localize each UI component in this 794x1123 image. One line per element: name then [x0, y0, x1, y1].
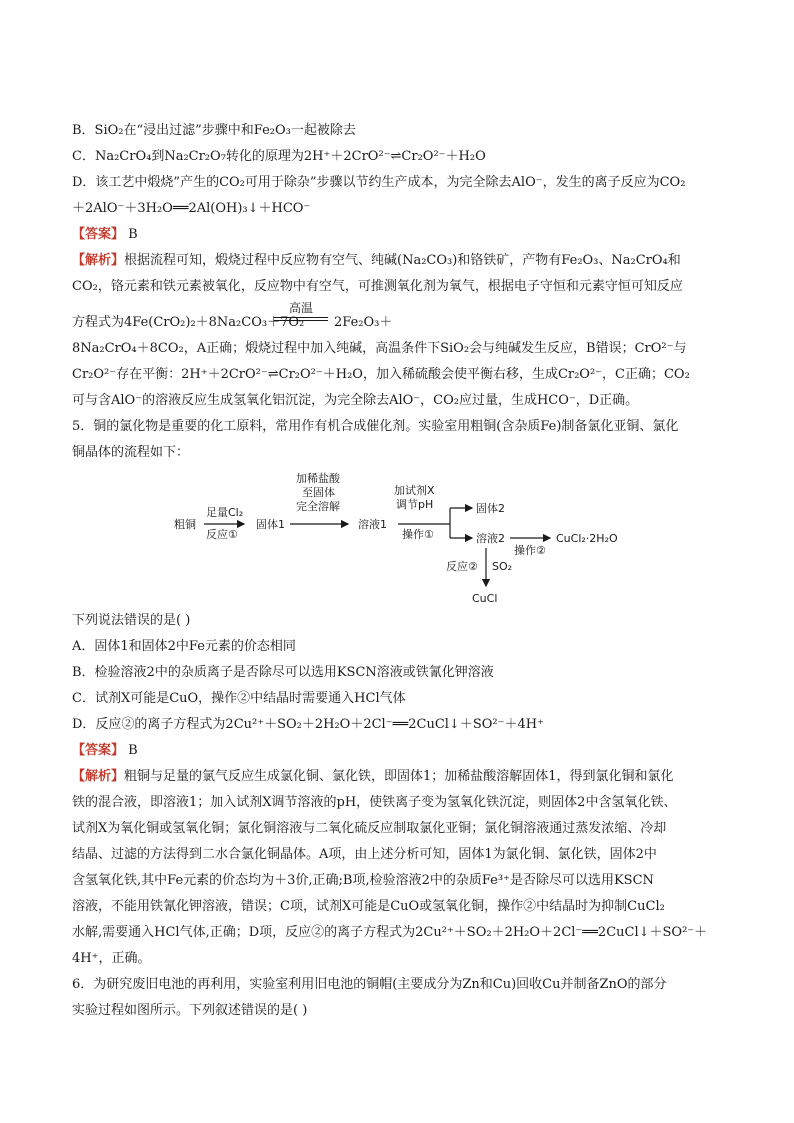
flow-r2: 反应② — [446, 560, 478, 573]
answer-label: 【答案】 — [72, 227, 125, 242]
q5-question: 下列说法错误的是( ) — [72, 613, 191, 628]
q5-option-b: B．检验溶液2中的杂质离子是否除尽可以选用KSCN溶液或铁氰化钾溶液 — [72, 665, 494, 680]
q4-option-b: B．SiO₂在“浸出过滤”步骤中和Fe₂O₃一起被除去 — [72, 123, 356, 138]
q5-answer-line — [72, 738, 727, 764]
document-page — [72, 118, 727, 1024]
flow-step3-l2: 调节pH — [396, 498, 434, 511]
flow-sol1: 溶液1 — [358, 518, 387, 531]
flow-cucl: CuCl — [472, 592, 498, 605]
q4-equation-line — [72, 300, 727, 336]
flow-step2-l2: 至固体 — [302, 486, 335, 499]
q4-analysis-line5: Cr₂O²⁻存在平衡：2H⁺＋2CrO²⁻⇌Cr₂O²⁻＋H₂O，加入稀硫酸会使平衡右移，生成Cr₂O²⁻，C正确；CO₂ — [72, 367, 690, 382]
equation-left: 方程式为4Fe(CrO₂)₂＋8Na₂CO₃＋7O₂ — [72, 315, 305, 330]
q5-analysis-line8: 4H⁺，正确。 — [72, 951, 151, 966]
flow-start: 粗铜 — [174, 518, 196, 531]
q5-option-c: C．试剂X可能是CuO，操作②中结晶时需要通入HCl气体 — [72, 691, 406, 706]
flow-op1: 操作① — [402, 528, 434, 541]
q5-stem-line2: 铜晶体的流程如下： — [72, 445, 190, 460]
q4-analysis-line2: CO₂，铬元素和铁元素被氧化，反应物中有空气，可推测氧化剂为氧气，根据电子守恒和元素守恒可知反应 — [72, 279, 683, 294]
answer-value: B — [128, 743, 138, 758]
flow-solid2: 固体2 — [476, 502, 505, 515]
analysis-label: 【解析】 — [72, 769, 125, 784]
q4-answer-line — [72, 222, 727, 248]
flow-so2: SO₂ — [492, 560, 513, 573]
q4-option-d-line2: ＋2AlO⁻＋3H₂O══2Al(OH)₃↓＋HCO⁻ — [72, 201, 311, 216]
flow-op2: 操作② — [514, 544, 546, 557]
q5-analysis-line3: 试剂X为氧化铜或氢氧化铜；氯化铜溶液与二氧化硫反应制取氯化亚铜；氯化铜溶液通过蒸发浓缩、冷却 — [72, 821, 667, 836]
analysis-label: 【解析】 — [72, 253, 125, 268]
q5-analysis-line4: 结晶、过滤的方法得到二水合氯化铜晶体。A项，由上述分析可知，固体1为氯化铜、氯化铁，固体2中 — [72, 847, 657, 862]
answer-value: B — [128, 227, 138, 242]
answer-label: 【答案】 — [72, 743, 125, 758]
flow-solid1: 固体1 — [256, 518, 285, 531]
reaction-condition-arrow — [274, 300, 328, 330]
q4-analysis-line1 — [72, 248, 727, 274]
equation-right: 2Fe₂O₃＋ — [334, 315, 393, 330]
q6-stem-line1: 6．为研究废旧电池的再利用，实验室利用旧电池的铜帽(主要成分为Zn和Cu)回收Cu并制备ZnO的部分 — [72, 977, 667, 992]
flow-r1-top: 足量Cl₂ — [206, 506, 244, 519]
flow-step3-l1: 加试剂X — [394, 484, 435, 497]
q5-analysis-line7: 水解,需要通入HCl气体,正确；D项，反应②的离子方程式为2Cu²⁺＋SO₂＋2H₂O＋2Cl⁻══2CuCl↓＋SO²⁻＋ — [72, 925, 708, 940]
flow-step2-l1: 加稀盐酸 — [296, 472, 340, 485]
q5-stem-line1: 5．铜的氯化物是重要的化工原料，常用作有机合成催化剂。实验室用粗铜(含杂质Fe)制备氯化亚铜、氯化 — [72, 419, 679, 434]
flow-diagram — [72, 468, 727, 608]
q5-analysis-line6: 溶液，不能用铁氰化钾溶液，错误；C项，试剂X可能是CuO或氢氧化铜，操作②中结晶时为抑制CuCl₂ — [72, 899, 665, 914]
q5-option-d: D．反应②的离子方程式为2Cu²⁺＋SO₂＋2H₂O＋2Cl⁻══2CuCl↓＋SO²⁻＋4H⁺ — [72, 717, 544, 732]
flow-step2-l3: 完全溶解 — [296, 500, 340, 513]
q4-option-d-line1: D．该工艺中煅烧”产生的CO₂可用于除杂”步骤以节约生产成本，为完全除去AlO⁻，发生的离子反应为CO₂ — [72, 175, 686, 190]
q5-option-a: A．固体1和固体2中Fe元素的价态相同 — [72, 639, 296, 654]
flow-sol2: 溶液2 — [476, 532, 505, 545]
flow-r1-bottom: 反应① — [206, 528, 238, 541]
q4-analysis-line4: 8Na₂CrO₄＋8CO₂，A正确；煅烧过程中加入纯碱，高温条件下SiO₂会与纯碱发生反应，B错误；CrO²⁻与 — [72, 341, 687, 356]
q5-analysis-line2: 铁的混合液，即溶液1；加入试剂X调节溶液的pH，使铁离子变为氢氧化铁沉淀，则固体2中含氢氧化铁、 — [72, 795, 677, 810]
flow-product: CuCl₂·2H₂O — [556, 532, 618, 545]
q5-analysis-line5: 含氢氧化铁,其中Fe元素的价态均为＋3价,正确;B项,检验溶液2中的杂质Fe³⁺是否除尽可以选用KSCN — [72, 873, 654, 888]
q4-analysis-line6: 可与含AlO⁻的溶液反应生成氢氧化铝沉淀，为完全除去AlO⁻，CO₂应过量，生成HCO⁻，D正确。 — [72, 393, 639, 408]
analysis-text: 粗铜与足量的氯气反应生成氯化铜、氯化铁，即固体1；加稀盐酸溶解固体1，得到氯化铜和氯化 — [124, 769, 674, 784]
condition-label: 高温 — [288, 301, 313, 315]
q6-stem-line2: 实验过程如图所示。下列叙述错误的是( ) — [72, 1003, 308, 1018]
q5-analysis-line1 — [72, 764, 727, 790]
analysis-text: 根据流程可知，煅烧过程中反应物有空气、纯碱(Na₂CO₃)和铬铁矿，产物有Fe₂O₃、Na₂CrO₄和 — [124, 253, 681, 268]
q4-option-c: C．Na₂CrO₄到Na₂Cr₂O₇转化的原理为2H⁺＋2CrO²⁻⇌Cr₂O²⁻＋H₂O — [72, 149, 486, 164]
double-line — [274, 317, 328, 321]
